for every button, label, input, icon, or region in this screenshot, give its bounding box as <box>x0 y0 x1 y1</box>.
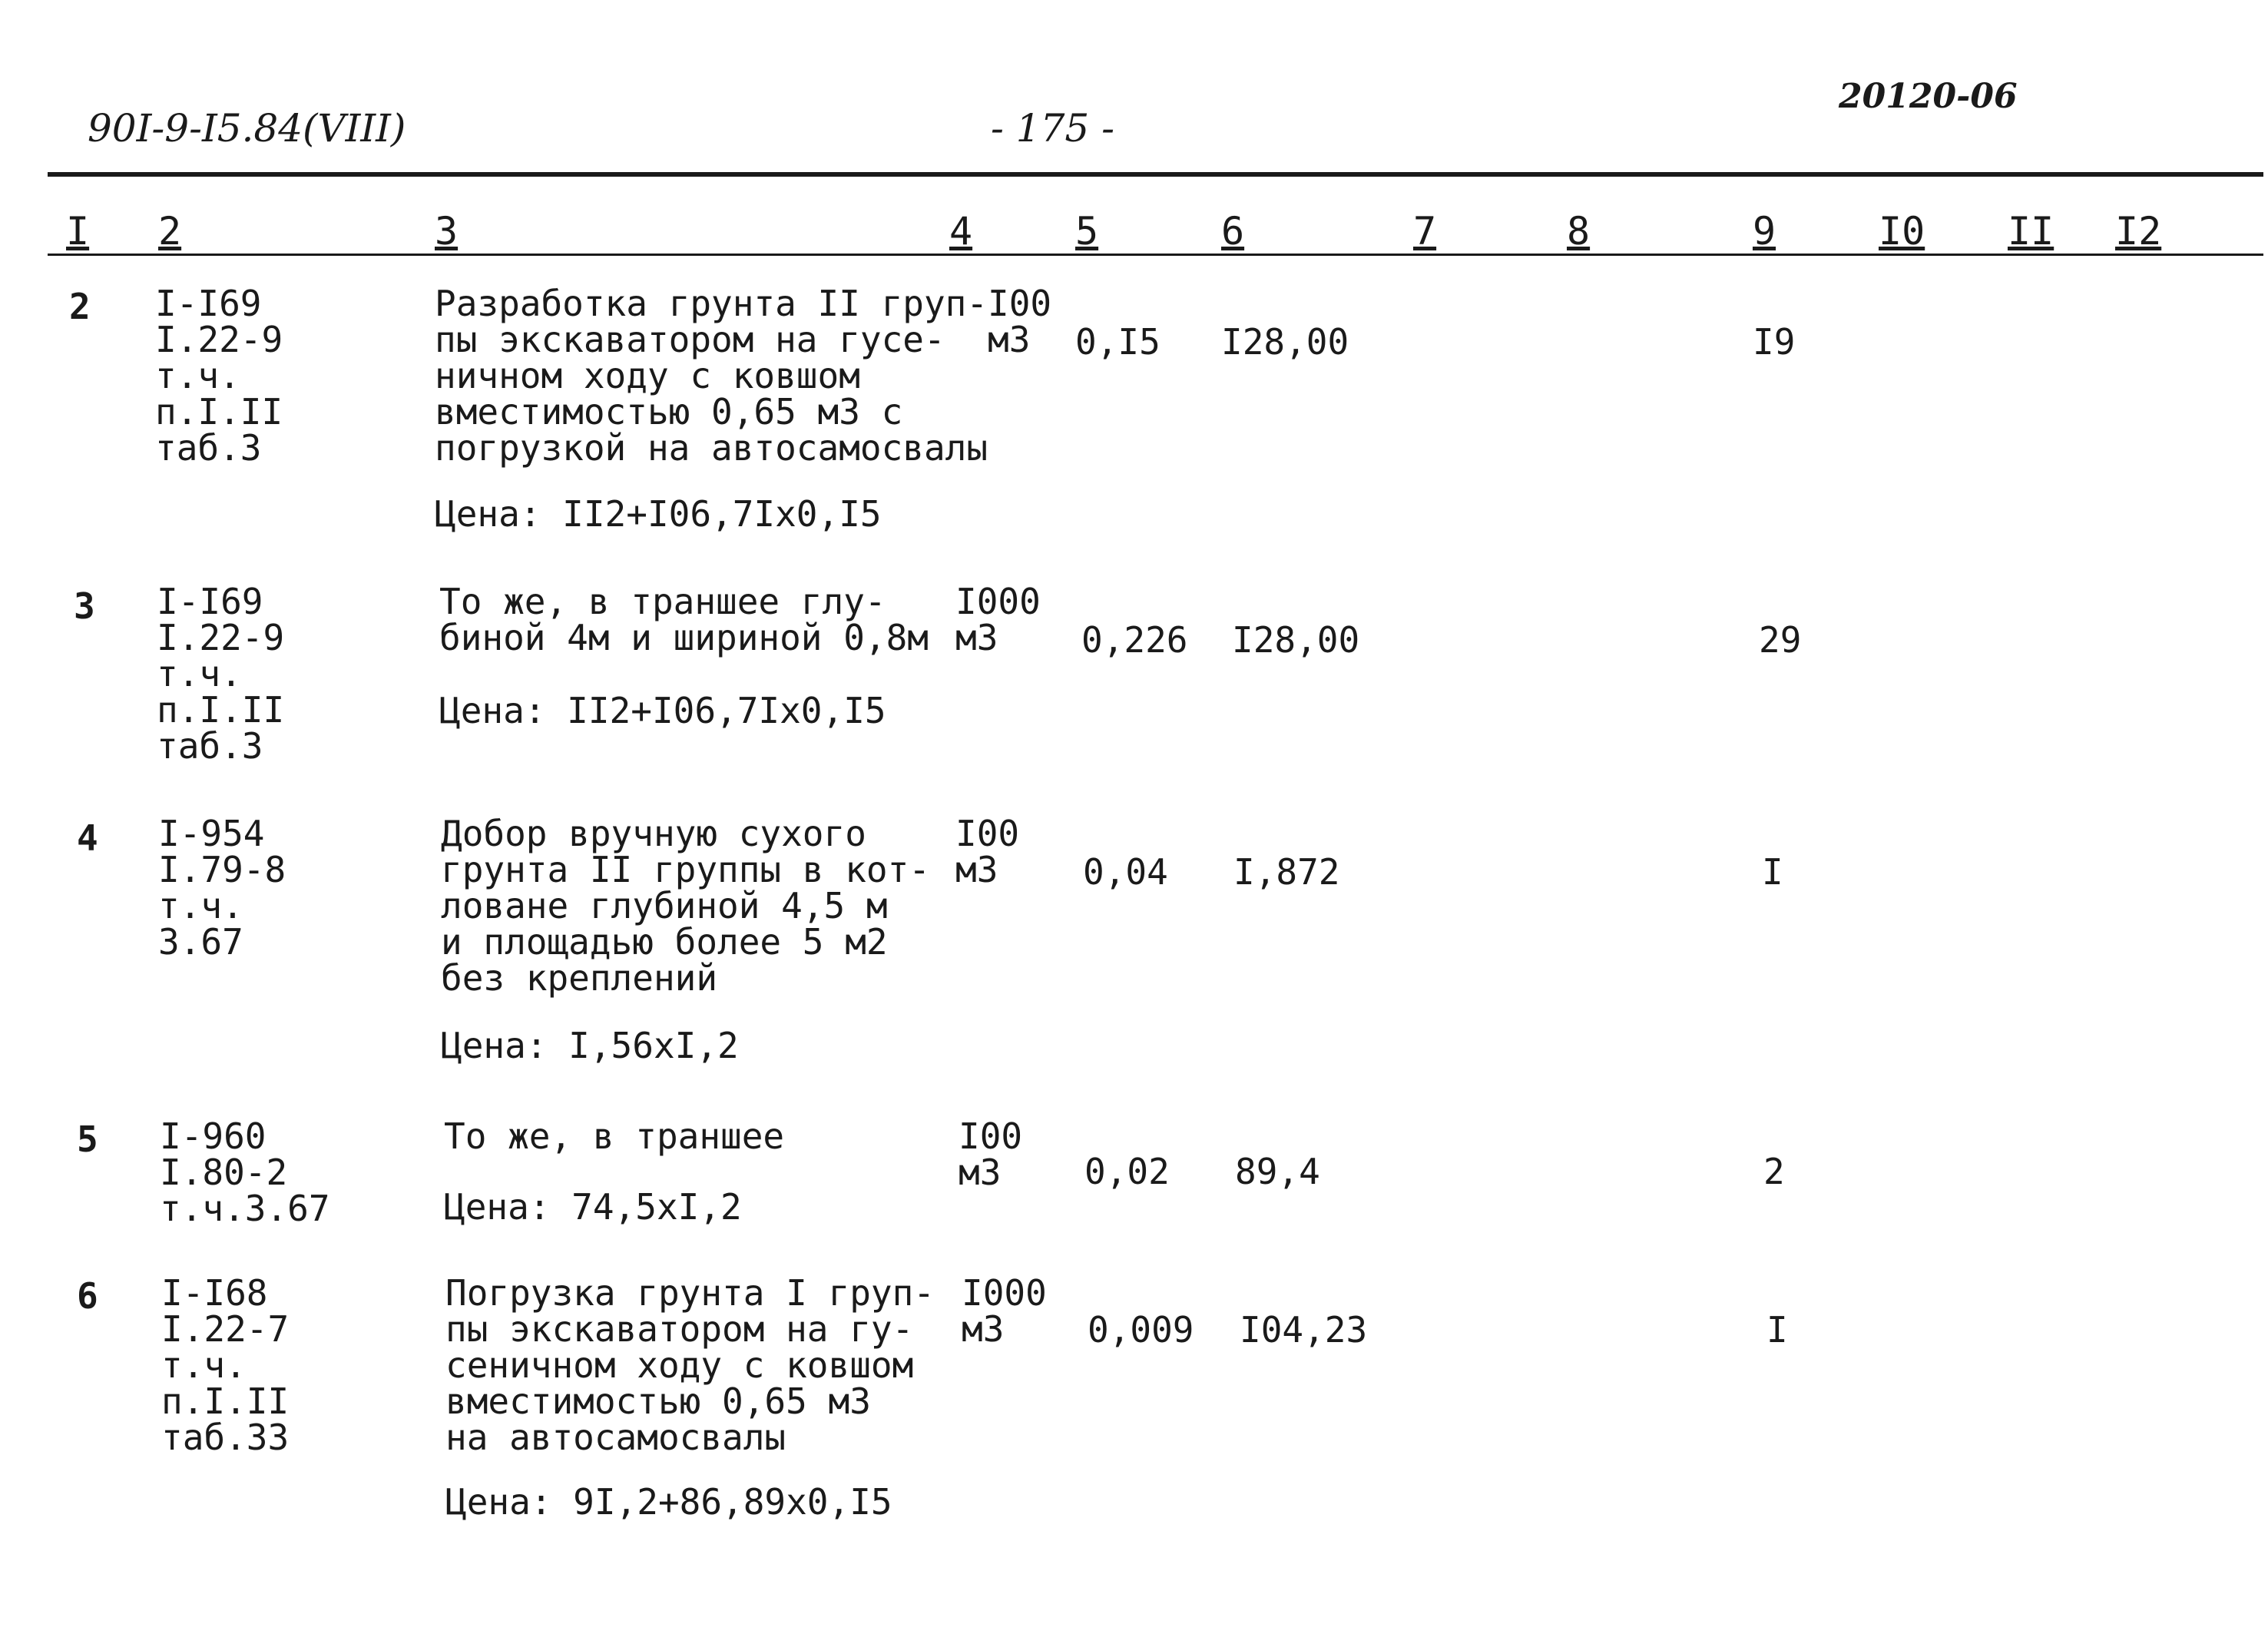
norm-code-line: I.79-8 <box>158 849 286 890</box>
description-line: вместимостью 0,65 м3 <box>445 1380 871 1422</box>
col-header-9: 9 <box>1753 209 1776 254</box>
price-formula: Цена: II2+I06,7Iх0,I5 <box>435 493 882 535</box>
total-cost: I9 <box>1753 321 1796 363</box>
description-line: ловане глубиной 4,5 м <box>441 885 888 926</box>
unit-rate: I28,00 <box>1221 321 1349 363</box>
col-header-5: 5 <box>1075 209 1099 254</box>
total-cost: 2 <box>1763 1151 1785 1192</box>
norm-code-line: п.I.II <box>157 689 285 731</box>
col-header-6: 6 <box>1221 209 1245 254</box>
unit-line: м3 <box>955 617 998 658</box>
row-number: 5 <box>77 1119 98 1160</box>
norm-code <box>157 581 285 767</box>
description-line: биной 4м и шириной 0,8м <box>439 617 929 658</box>
row-number: 4 <box>77 817 98 859</box>
price-formula: Цена: 74,5хI,2 <box>444 1186 742 1228</box>
col-header-10: I0 <box>1879 209 1925 254</box>
unit-line: м3 <box>962 1308 1005 1350</box>
page-number: - 175 - <box>991 106 1115 151</box>
norm-code-line: I.22-9 <box>157 617 285 658</box>
norm-code-line: таб.3 <box>155 427 262 469</box>
description-line: грунта II группы в кот- <box>441 849 930 890</box>
col-header-1: I <box>66 209 90 254</box>
description-line: погрузкой на автосамосвалы <box>435 427 988 469</box>
unit-rate: I28,00 <box>1232 619 1360 661</box>
col-header-8: 8 <box>1567 209 1591 254</box>
work-description <box>439 581 929 658</box>
description-line: То же, в траншее <box>444 1115 785 1157</box>
unit-line: м3 <box>959 1152 1002 1193</box>
norm-code-line: т.ч. <box>158 885 243 926</box>
norm-code-line: т.ч. <box>155 355 240 396</box>
unit-line: м3 <box>988 319 1031 360</box>
col-header-7: 7 <box>1413 209 1437 254</box>
top-rule <box>48 172 2263 177</box>
document-code: 90I-9-I5.84(VIII) <box>88 106 406 151</box>
description-line: вместимостью 0,65 м3 с <box>435 391 903 433</box>
description-line: без креплений <box>441 957 718 999</box>
norm-code-line: I-I69 <box>155 283 262 324</box>
description-line: Разработка грунта II груп- <box>435 283 988 324</box>
work-description <box>441 813 930 999</box>
norm-code-line: 3.67 <box>158 921 243 963</box>
norm-code-line: таб.3 <box>157 725 263 767</box>
quantity: 0,009 <box>1088 1309 1194 1351</box>
description-line: на автосамосвалы <box>445 1417 786 1458</box>
price-formula: Цена: II2+I06,7Iх0,I5 <box>439 690 886 731</box>
description-line: Добор вручную сухого <box>441 813 866 854</box>
row-number: 6 <box>77 1275 98 1317</box>
unit <box>955 581 1041 658</box>
norm-code-line: т.ч. <box>157 653 242 694</box>
norm-code-line: п.I.II <box>161 1380 290 1422</box>
unit-line: I000 <box>955 581 1041 622</box>
norm-code-line: I.22-7 <box>161 1308 290 1350</box>
norm-code-line: I-960 <box>160 1115 267 1157</box>
col-header-12: I2 <box>2115 209 2162 254</box>
norm-code <box>158 813 286 963</box>
row-number: 3 <box>74 585 95 627</box>
header-rule <box>48 254 2263 256</box>
norm-code <box>161 1272 290 1458</box>
unit-rate: 89,4 <box>1235 1151 1320 1192</box>
norm-code-line: I.22-9 <box>155 319 283 360</box>
norm-code-line: т.ч. <box>161 1344 247 1386</box>
norm-code-line: п.I.II <box>155 391 283 433</box>
unit <box>959 1115 1023 1193</box>
archive-number: 20120-06 <box>1839 77 2018 116</box>
description-line: сеничном ходу с ковшом <box>445 1344 914 1386</box>
quantity: 0,04 <box>1083 851 1168 893</box>
unit <box>988 283 1052 360</box>
norm-code-line: I-I68 <box>161 1272 268 1314</box>
col-header-3: 3 <box>435 209 459 254</box>
work-description <box>445 1272 935 1458</box>
unit <box>962 1272 1047 1350</box>
total-cost: 29 <box>1759 619 1802 661</box>
description-line: Погрузка грунта I груп- <box>445 1272 935 1314</box>
price-formula: Цена: I,56хI,2 <box>441 1025 739 1066</box>
norm-code-line: таб.33 <box>161 1417 290 1458</box>
unit-line: I00 <box>988 283 1052 324</box>
unit <box>955 813 1020 890</box>
norm-code-line: т.ч.3.67 <box>160 1188 330 1229</box>
description-line: ничном ходу с ковшом <box>435 355 860 396</box>
unit-line: I000 <box>962 1272 1047 1314</box>
description-line: пы экскаватором на гусе- <box>435 319 945 360</box>
description-line: и площадью более 5 м2 <box>441 921 888 963</box>
unit-rate: I,872 <box>1233 851 1340 893</box>
col-header-11: II <box>2008 209 2054 254</box>
row-number: 2 <box>69 286 91 327</box>
price-formula: Цена: 9I,2+86,89х0,I5 <box>445 1481 892 1523</box>
total-cost: I <box>1766 1309 1788 1351</box>
unit-rate: I04,23 <box>1240 1309 1368 1351</box>
unit-line: I00 <box>959 1115 1023 1157</box>
quantity: 0,02 <box>1084 1151 1170 1192</box>
norm-code-line: I-954 <box>158 813 265 854</box>
unit-line: м3 <box>955 849 998 890</box>
col-header-4: 4 <box>949 209 973 254</box>
description-line: То же, в траншее глу- <box>439 581 886 622</box>
total-cost: I <box>1762 851 1783 893</box>
norm-code-line: I-I69 <box>157 581 263 622</box>
norm-code-line: I.80-2 <box>160 1152 288 1193</box>
norm-code <box>155 283 283 469</box>
work-description <box>435 283 988 469</box>
quantity: 0,I5 <box>1075 321 1160 363</box>
unit-line: I00 <box>955 813 1020 854</box>
quantity: 0,226 <box>1081 619 1188 661</box>
norm-code <box>160 1115 330 1229</box>
work-description <box>444 1115 785 1157</box>
col-header-2: 2 <box>158 209 182 254</box>
description-line: пы экскаватором на гу- <box>445 1308 914 1350</box>
